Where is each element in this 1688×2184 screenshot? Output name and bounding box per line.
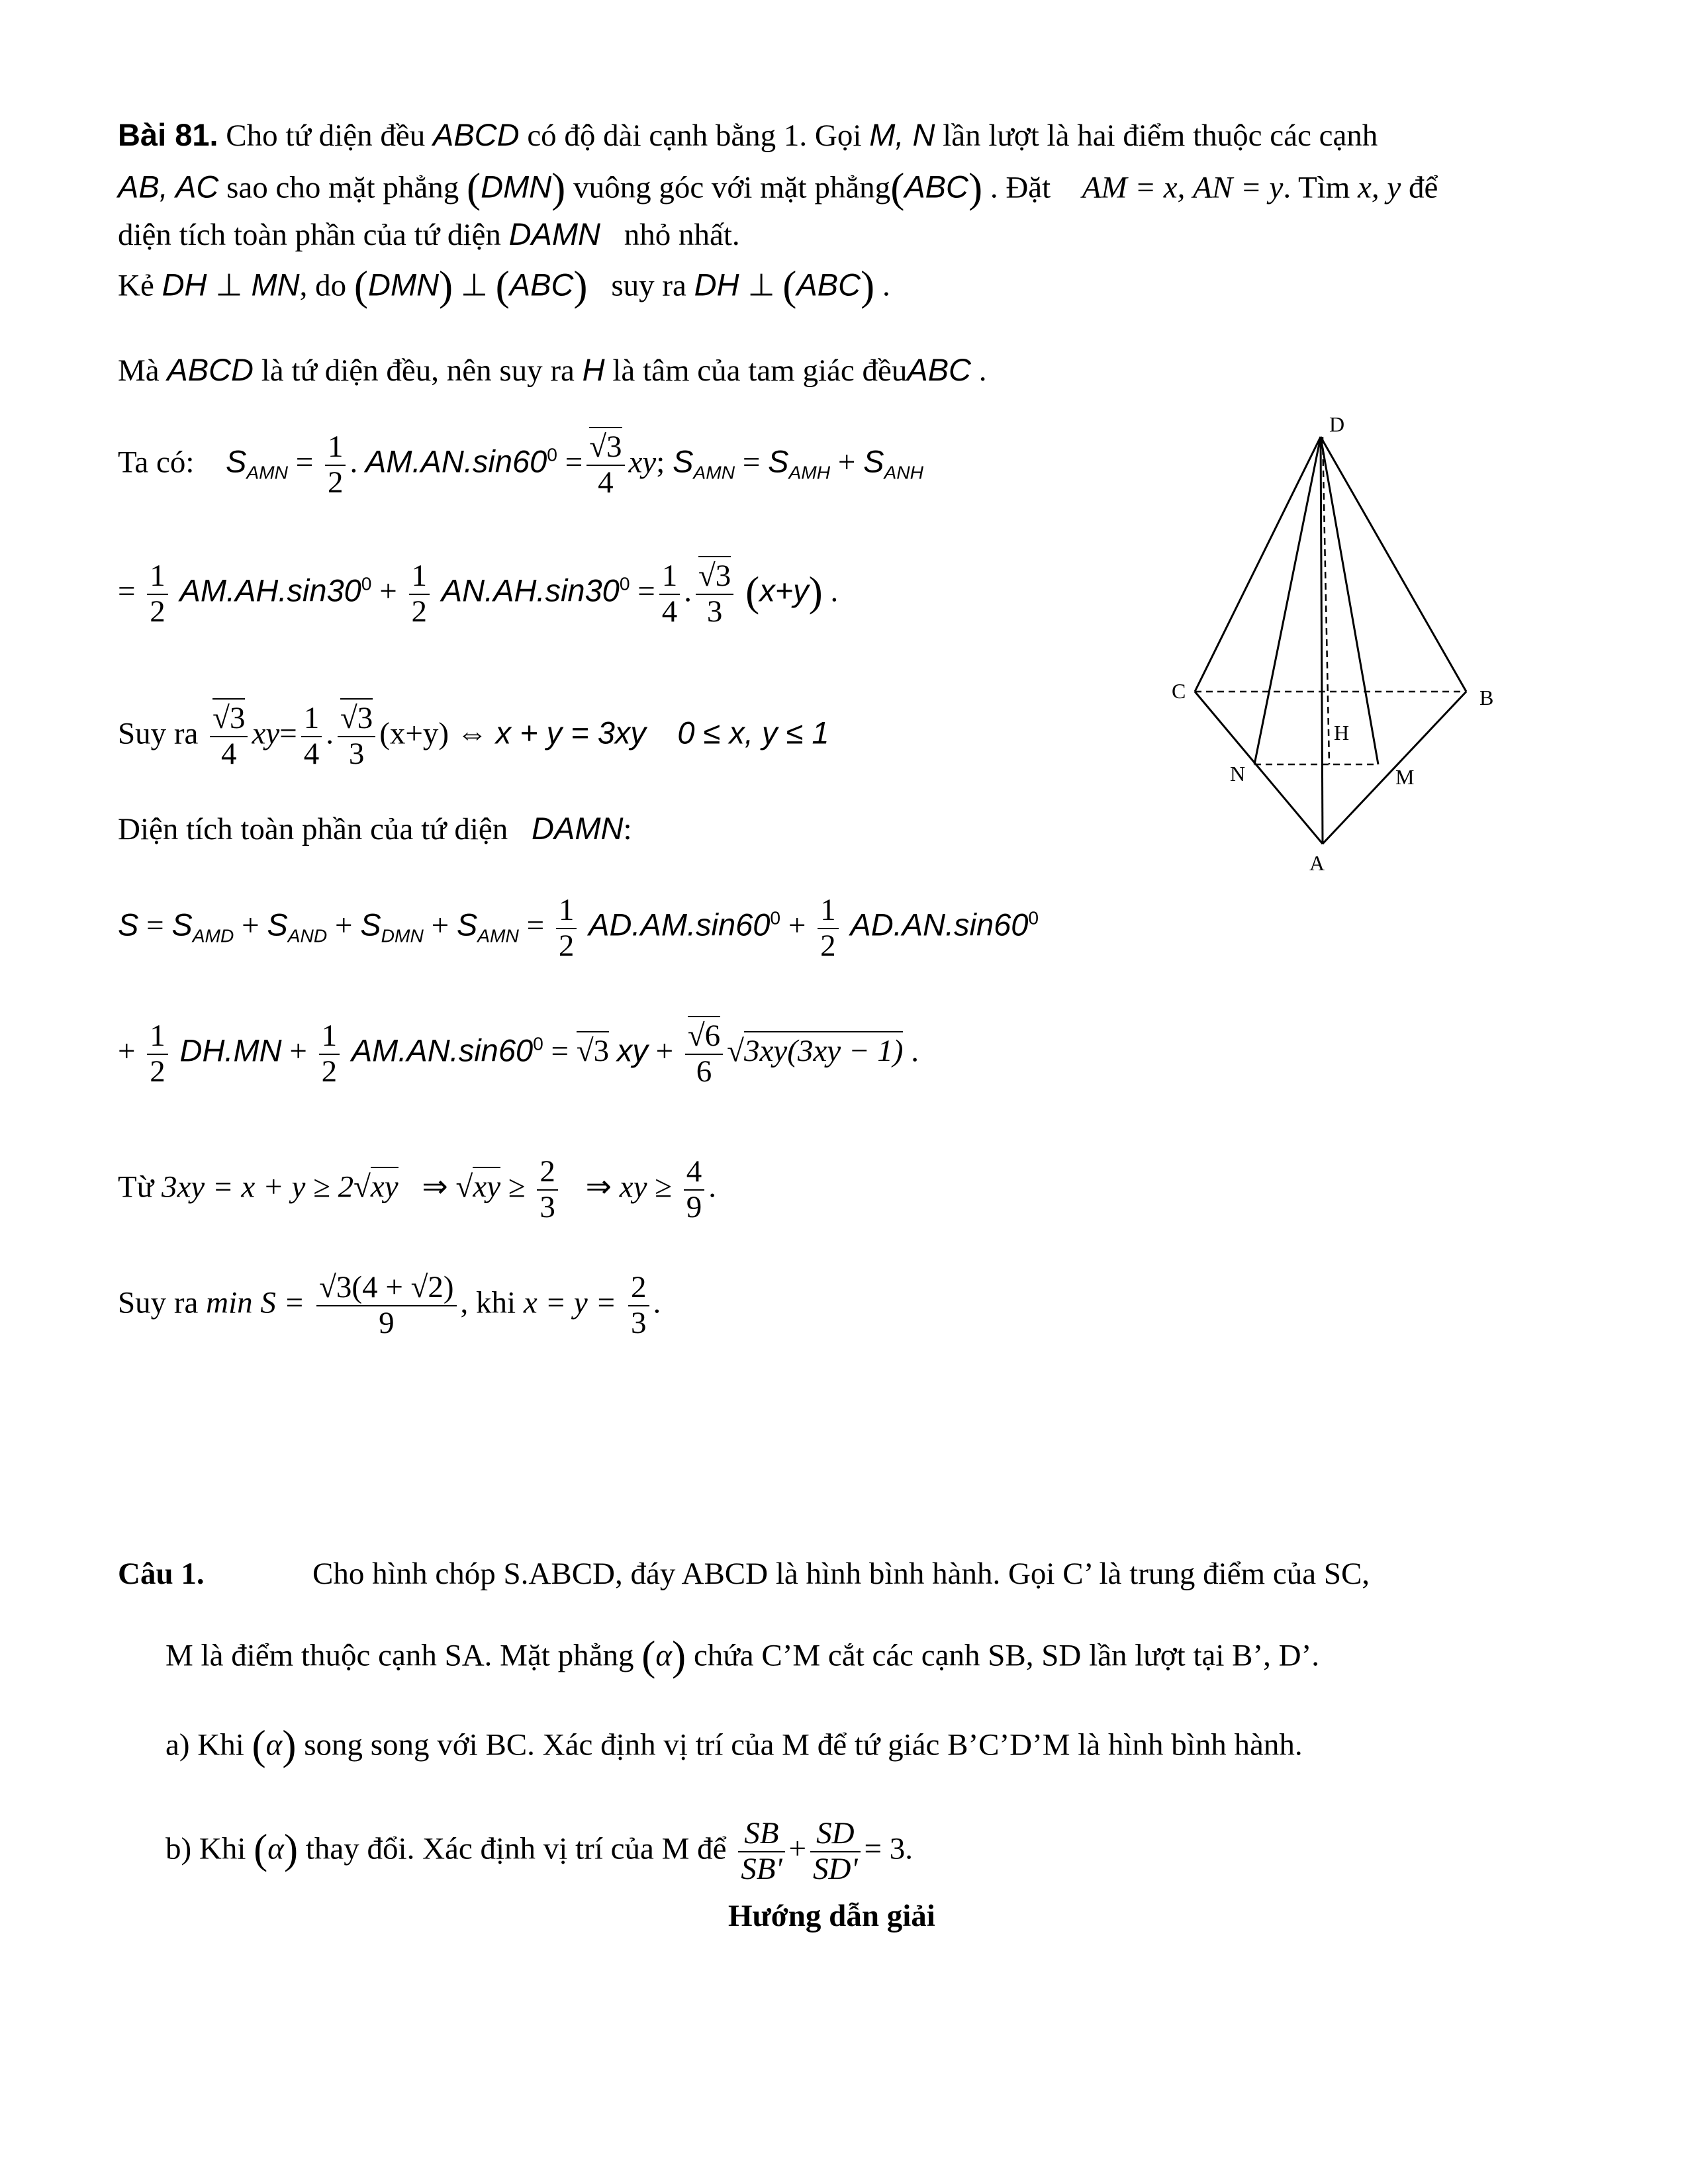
fraction (338, 702, 375, 771)
math-alpha: α (265, 1727, 283, 1762)
numerator: √3 (212, 698, 245, 735)
denominator: 2 (150, 594, 165, 629)
surface-area-intro: Diện tích toàn phần của tứ diện DAMN: (118, 811, 632, 846)
cau1-part-b: b) Khi (α) thay đổi. Xác định vị trí của M để $\frac{SB}{SB'}$ + $\frac{SD}{SD'}$ = 3. (165, 1816, 914, 1886)
text: , khi (460, 1285, 516, 1320)
text: M là điểm thuộc cạnh SA. Mặt phẳng (165, 1638, 634, 1673)
fraction (537, 1155, 558, 1224)
math-mn: M, N (869, 117, 935, 152)
problem-line-2: AB, AC sao cho mặt phẳng (DMN) vuông góc với mặt phẳng(ABC) . Đặt AM = x, AN = y. Tìm x, y để (118, 164, 1438, 211)
text: suy ra (611, 268, 686, 303)
label-d: D (1329, 412, 1345, 436)
text: Ta có: (118, 445, 195, 480)
denominator: 4 (661, 594, 678, 629)
text: để (1409, 170, 1438, 205)
math-s: S (863, 443, 884, 479)
math-range: 0 ≤ x, y ≤ 1 (677, 715, 829, 751)
fraction (586, 430, 624, 500)
denominator: 4 (598, 465, 614, 500)
text: nhỏ nhất. (624, 218, 740, 252)
fraction (316, 1271, 456, 1340)
denominator: 2 (150, 1054, 165, 1089)
subscript: AND (287, 925, 328, 946)
superscript: 0 (770, 907, 781, 929)
text: chứa C’M cắt các cạnh SB, SD lần lượt tại B’, D’. (693, 1638, 1320, 1673)
formula-line-6: Từ 3xy = x + y ≥ 2√xy ⇒ √xy ≥ $\frac{2}{3}$ ⇒ xy ≥ $\frac{4}{9}$ . (118, 1154, 717, 1224)
math-sqrt-expr: 3xy(3xy − 1) (744, 1031, 903, 1068)
edge-ba (1323, 692, 1466, 844)
numerator: 2 (628, 1271, 649, 1306)
math-ge: ≥ (655, 1169, 673, 1205)
numerator: SD (810, 1817, 861, 1852)
numerator: 2 (537, 1155, 558, 1191)
math-abcd: ABCD (167, 352, 254, 387)
math-sqrt3: √3 (577, 1031, 609, 1068)
formula-line-5: + $\frac{1}{2}$ DH.MN + $\frac{1}{2}$ $AM.AN.\sin 60^0 = √3$ xy + $\frac{√6}{6}$ √3xy(3xy − 1) . (118, 1019, 919, 1089)
cau1-line-2: M là điểm thuộc cạnh SA. Mặt phẳng (α) chứa C’M cắt các cạnh SB, SD lần lượt tại B’, D’. (165, 1632, 1320, 1679)
text: là tứ diện đều, nên suy ra (261, 353, 575, 388)
superscript: 0 (547, 443, 557, 465)
text: , do (299, 268, 347, 303)
math-abcd: ABCD (432, 117, 520, 152)
formula-line-2: = $\frac{1}{2}$ $AM.AH.\sin 30^0$ + $\frac{1}{2}$ $AN.AH.\sin 30^0$ = $\frac{1}{4}$ . $\frac{√3}{3}$ (x+y) . (118, 559, 838, 629)
numerator: √3 (698, 556, 731, 593)
fraction (319, 1019, 340, 1089)
math-s: S (768, 443, 789, 479)
numerator: √3 (589, 427, 622, 464)
math-term: x = y = (523, 1285, 617, 1320)
math-xy: xy (252, 716, 280, 751)
text: lần lượt là hai điểm thuộc các cạnh (943, 118, 1378, 153)
numerator: 1 (659, 559, 680, 595)
fraction (818, 893, 839, 963)
math-s: S (171, 907, 193, 942)
denominator: 4 (303, 736, 320, 771)
edge-dc (1195, 437, 1321, 692)
subscript: DMN (381, 925, 424, 946)
math-sqrt-xy: xy (371, 1167, 399, 1204)
fraction (685, 1019, 723, 1089)
math-s: S (673, 443, 694, 479)
math-alpha: α (267, 1831, 284, 1866)
subscript: AMN (477, 925, 519, 946)
numerator: √3(4 + √2) (316, 1271, 456, 1306)
denominator: SB' (741, 1851, 782, 1886)
text: Diện tích toàn phần của tứ diện (118, 812, 508, 846)
denominator: 2 (558, 928, 575, 963)
denominator: 9 (379, 1305, 395, 1340)
math-min-s: min S = (206, 1285, 305, 1320)
math-term: AD.AM.sin60 (588, 907, 771, 942)
superscript: 0 (1028, 907, 1039, 929)
numerator: 1 (147, 1019, 168, 1055)
math-h: H (582, 352, 605, 387)
problem-line-3 (118, 218, 740, 251)
problem-line-1 (118, 119, 1378, 152)
math-abc: ABC (907, 352, 971, 387)
denominator: SD' (813, 1851, 858, 1886)
numerator: 1 (818, 893, 839, 929)
edge-ca (1195, 692, 1323, 844)
text: Kẻ (118, 268, 154, 303)
text: Cho tứ diện đều (226, 118, 426, 153)
subscript: AMN (693, 461, 735, 483)
math-dmn: DMN (481, 169, 552, 205)
math-s: S (360, 907, 381, 942)
subscript: AMD (192, 925, 234, 946)
part-b-label: b) (165, 1831, 192, 1866)
cau1-text-1 (312, 1559, 1370, 1590)
problem-label: Bài 81. (118, 117, 218, 152)
solution-line-2: Mà ABCD là tứ diện đều, nên suy ra H là tâm của tam giác đềuABC . (118, 352, 987, 388)
guide-heading: Hướng dẫn giải (728, 1899, 935, 1933)
subscript: ANH (884, 461, 923, 483)
edge-dn (1254, 437, 1321, 764)
math-term: (x+y) (379, 716, 449, 751)
math-term: x+y (759, 572, 809, 608)
math-s: S (456, 907, 478, 942)
math-term: AN.AH.sin30 (441, 572, 620, 608)
denominator: 2 (327, 465, 344, 500)
math-ab-ac: AB, AC (118, 169, 219, 205)
fraction (556, 893, 577, 963)
text: Từ (118, 1169, 154, 1205)
edge-da (1321, 437, 1323, 844)
math-am-x: AM = x, (1082, 170, 1186, 205)
fraction (301, 702, 322, 771)
math-xy: x, y (1358, 170, 1401, 205)
text: là tâm của tam giác đều (612, 353, 908, 388)
text: . Đặt (990, 170, 1051, 205)
text: Cho hình chóp S.ABCD, đáy ABCD là hình bình hành. Gọi C’ là trung điểm của SC, (312, 1557, 1370, 1591)
superscript: 0 (533, 1032, 543, 1054)
math-xy: xy (619, 1169, 647, 1205)
math-abc: ABC (796, 267, 861, 302)
text: vuông góc với mặt phẳng (573, 170, 891, 205)
fraction (696, 559, 733, 629)
fraction (810, 1817, 861, 1886)
part-a-label: a) (165, 1727, 190, 1762)
text: = 3. (864, 1831, 914, 1866)
text: sao cho mặt phẳng (226, 170, 459, 205)
fraction (659, 559, 680, 629)
numerator: 1 (409, 559, 430, 595)
numerator: 1 (325, 430, 346, 466)
math-dh-perp-mn: DH ⊥ MN (162, 267, 300, 302)
text: . Tìm (1283, 170, 1350, 205)
fraction (409, 559, 430, 629)
denominator: 2 (820, 928, 836, 963)
denominator: 6 (696, 1054, 712, 1089)
text: Suy ra (118, 716, 199, 751)
math-dh-perp: DH ⊥ (694, 267, 775, 302)
math-ge: ≥ (508, 1169, 526, 1205)
segment-dh (1323, 437, 1329, 764)
fraction (684, 1155, 705, 1224)
numerator: √6 (688, 1016, 720, 1053)
denominator: 3 (706, 594, 723, 629)
math-sqrt-xy: xy (473, 1167, 500, 1204)
numerator: 1 (301, 702, 322, 737)
fraction (147, 1019, 168, 1089)
label-c: C (1172, 679, 1186, 703)
math-equation: x + y = 3xy (495, 715, 646, 751)
label-a: A (1309, 851, 1325, 874)
fraction (325, 430, 346, 500)
cau1-part-a: a) Khi (α) song song với BC. Xác định vị trí của M để tứ giác B’C’D’M là hình bình hành. (165, 1721, 1303, 1768)
math-term: = x + y ≥ 2 (212, 1169, 354, 1205)
cau1-line-1 (118, 1559, 205, 1590)
solution-line-1: Kẻ DH ⊥ MN, do (DMN) ⊥ (ABC) suy ra DH ⊥ (ABC) . (118, 262, 890, 309)
tetrahedron-figure (1165, 410, 1562, 874)
denominator: 2 (321, 1054, 338, 1089)
numerator: 1 (319, 1019, 340, 1055)
math-term: AM.AH.sin30 (179, 572, 361, 608)
text: Suy ra (118, 1285, 199, 1320)
superscript: 0 (619, 572, 630, 594)
text: Mà (118, 353, 160, 388)
math-s: S (225, 443, 247, 479)
denominator: 3 (539, 1189, 555, 1224)
math-an-y: AN = y (1193, 170, 1284, 205)
denominator: 9 (686, 1189, 702, 1224)
numerator: √3 (340, 698, 373, 735)
math-s: S (267, 907, 288, 942)
superscript: 0 (361, 572, 372, 594)
label-m: M (1395, 765, 1415, 789)
text: có độ dài cạnh bằng 1. Gọi (527, 118, 862, 153)
label-n: N (1230, 762, 1246, 786)
text: song song với BC. Xác định vị trí của M để tứ giác B’C’D’M là hình bình hành. (304, 1727, 1303, 1762)
math-abc: ABC (904, 169, 968, 205)
math-term: AD.AN.sin60 (850, 907, 1029, 942)
math-term: AM.AN.sin60 (351, 1032, 534, 1068)
math-alpha: α (655, 1638, 673, 1673)
math-term: 3xy (161, 1169, 205, 1205)
math-dmn: DMN (368, 267, 440, 302)
math-s: S (118, 907, 139, 942)
math-xy: xy (628, 445, 657, 480)
math-damn: DAMN (532, 811, 624, 846)
math-term: DH.MN (179, 1032, 282, 1068)
fraction (738, 1817, 784, 1886)
fraction (147, 559, 168, 629)
numerator: 1 (556, 893, 577, 929)
text: Khi (199, 1831, 246, 1866)
denominator: 4 (221, 736, 237, 771)
subscript: AMN (246, 461, 288, 483)
formula-line-4: $S = S_{AMD} + S_{AND} + S_{DMN} + S_{AMN}$ = $\frac{1}{2}$ $AD.AM.\sin 60^0$ + $\frac{1}{2}$ $AD.AN.\sin 60^0$ (118, 893, 1039, 963)
text: diện tích toàn phần của tứ diện (118, 218, 501, 252)
text: Khi (197, 1727, 244, 1762)
label-h: H (1334, 721, 1350, 745)
numerator: SB (738, 1817, 784, 1852)
denominator: 2 (411, 594, 427, 629)
fraction (628, 1271, 649, 1340)
cau1-label: Câu 1. (118, 1557, 205, 1591)
formula-line-7: Suy ra min S = $\frac{√3(4 + √2)}{9}$ , khi x = y = $\frac{2}{3}$ . (118, 1270, 661, 1340)
text: thay đổi. Xác định vị trí của M để (305, 1831, 727, 1866)
formula-line-3: Suy ra $\frac{√3}{4}$ xy= $\frac{1}{4}$ . $\frac{√3}{3}$ (x+y) ⇔ x + y = 3xy 0 ≤ x, y ≤ 1 (118, 702, 829, 771)
denominator: 3 (631, 1305, 647, 1340)
label-b: B (1479, 686, 1494, 709)
math-xy: xy (616, 1032, 648, 1068)
math-abc: ABC (509, 267, 574, 302)
math-term: AM.AN.sin60 (365, 443, 547, 479)
subscript: AMH (788, 461, 831, 483)
fraction (210, 702, 248, 771)
numerator: 1 (147, 559, 168, 595)
formula-ta-co: Ta có: $S_{AMN}$ = $\frac{1}{2}$ . $AM.AN.\sin 60^0$ = $\frac{√3}{4}$ xy; $S_{AMN} = S_{AMH} + S_{ANH}$ (118, 430, 923, 500)
math-damn: DAMN (508, 216, 600, 251)
denominator: 3 (348, 736, 365, 771)
numerator: 4 (684, 1155, 705, 1191)
